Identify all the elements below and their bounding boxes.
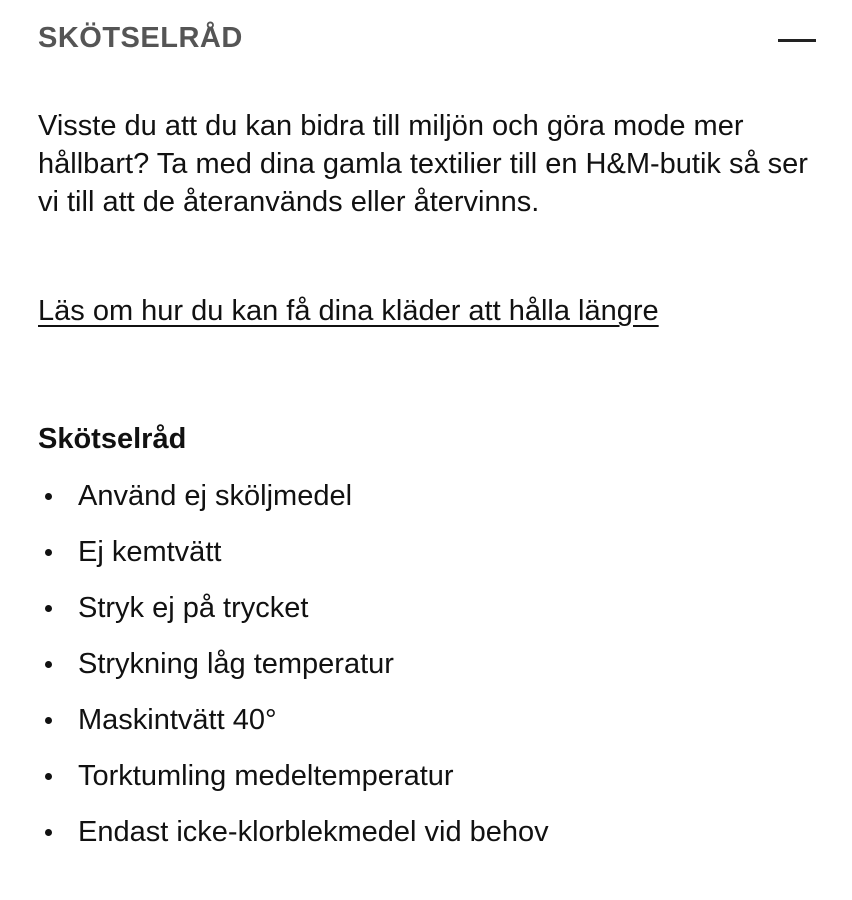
minus-icon [778,39,816,42]
list-item [38,532,549,588]
list-item [38,476,549,532]
list-item [38,700,549,756]
section-title: SKÖTSELRÅD [38,22,243,54]
bullet-icon [45,605,52,612]
list-item-text: Endast icke-klorblekmedel vid behov [78,816,549,848]
bullet-icon [45,661,52,668]
list-item [38,756,549,812]
list-item-text: Stryk ej på trycket [78,592,309,624]
list-item-text: Strykning låg temperatur [78,648,394,680]
list-item-text: Torktumling medeltemperatur [78,760,454,792]
bullet-icon [45,493,52,500]
care-instructions-list [38,476,549,868]
list-item [38,644,549,700]
accordion-header[interactable] [38,18,816,64]
bullet-icon [45,773,52,780]
list-item-text: Ej kemtvätt [78,536,222,568]
bullet-icon [45,717,52,724]
bullet-icon [45,549,52,556]
collapse-button[interactable] [770,18,816,64]
list-item [38,812,549,868]
sustainability-text: Visste du att du kan bidra till miljön och göra mode mer hållbart? Ta med dina gamla textilier till en H&M-butik så ser vi till att de återanvänds eller återvinns. [38,110,808,218]
care-instructions-heading: Skötselråd [38,423,187,455]
list-item [38,588,549,644]
bullet-icon [45,829,52,836]
list-item-text: Använd ej sköljmedel [78,480,353,512]
list-item-text: Maskintvätt 40° [78,704,277,736]
garment-care-link[interactable]: Läs om hur du kan få dina kläder att hålla längre [38,295,659,327]
